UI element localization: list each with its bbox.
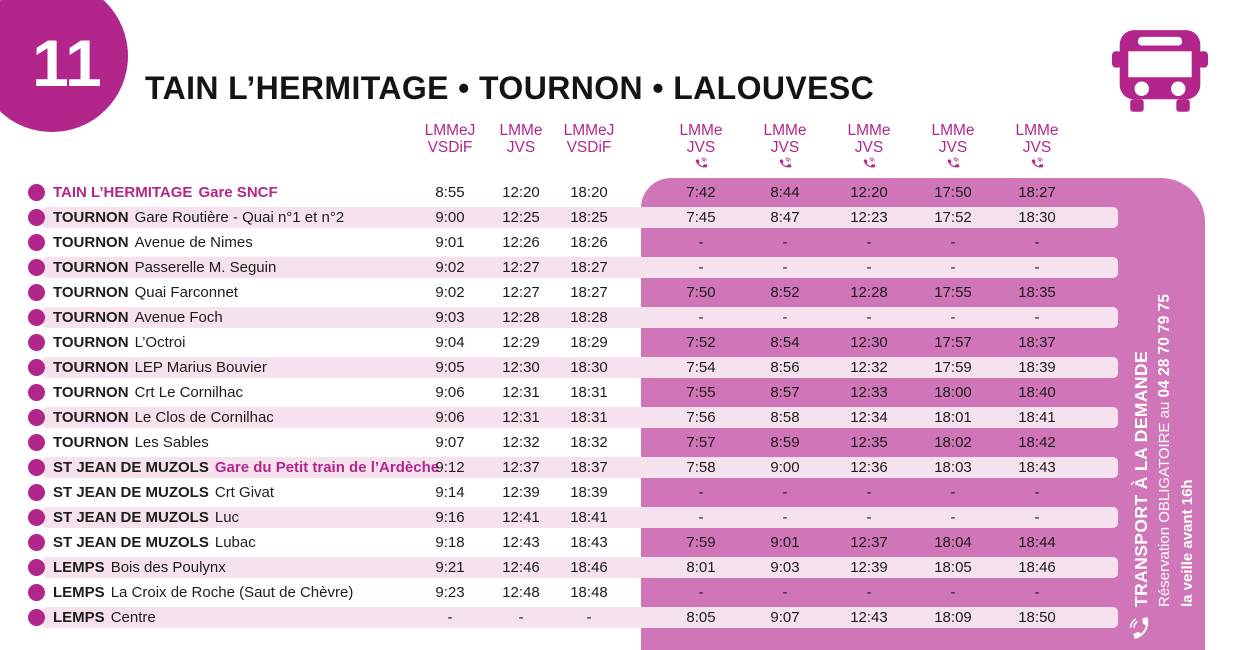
stop-label — [53, 430, 209, 455]
stop-name: Crt Le Cornilhac — [134, 384, 243, 401]
time-cell: 18:26 — [570, 234, 608, 251]
time-cell: 12:37 — [502, 459, 540, 476]
time-cell: - — [866, 584, 872, 601]
time-cell: 12:32 — [850, 359, 888, 376]
stop-dot-icon — [28, 484, 45, 501]
time-cell: 9:00 — [435, 209, 465, 226]
stop-dot-icon — [28, 359, 45, 376]
stop-name: Avenue Foch — [134, 309, 223, 326]
column-days-line1: LMMe — [931, 122, 975, 139]
time-cell: 18:44 — [1018, 534, 1056, 551]
time-cell: 12:31 — [502, 409, 540, 426]
stop-label — [53, 305, 223, 330]
stop-city: ST JEAN DE MUZOLS — [53, 534, 209, 551]
table-row — [0, 255, 1242, 280]
stop-dot-icon — [28, 559, 45, 576]
column-header — [661, 123, 741, 170]
time-cell: - — [698, 509, 704, 526]
time-cell: 12:31 — [502, 384, 540, 401]
stop-name: Centre — [110, 609, 156, 626]
stop-city: ST JEAN DE MUZOLS — [53, 509, 209, 526]
time-cell: 7:56 — [686, 409, 716, 426]
time-cell: - — [1034, 509, 1040, 526]
time-cell: 9:23 — [435, 584, 465, 601]
time-cell: 8:52 — [770, 284, 800, 301]
table-row — [0, 205, 1242, 230]
stop-city: TOURNON — [53, 209, 129, 226]
column-days-line1: LMMe — [1015, 122, 1059, 139]
time-cell: 12:46 — [502, 559, 540, 576]
reservation-deadline: la veille avant 16h — [1179, 479, 1196, 607]
time-cell: 18:35 — [1018, 284, 1056, 301]
column-header — [745, 123, 825, 170]
stop-name: La Croix de Roche (Saut de Chèvre) — [110, 584, 354, 601]
time-cell: 8:58 — [770, 409, 800, 426]
table-row — [0, 280, 1242, 305]
time-cell: - — [950, 484, 956, 501]
time-cell: 12:43 — [850, 609, 888, 626]
stop-label — [53, 555, 226, 580]
stop-dot-icon — [28, 384, 45, 401]
time-cell: 18:00 — [934, 384, 972, 401]
time-cell: - — [1034, 234, 1040, 251]
time-cell: - — [698, 309, 704, 326]
stop-label — [53, 455, 439, 480]
time-cell: - — [447, 609, 453, 626]
on-demand-note-text — [1126, 180, 1202, 640]
time-cell: 18:04 — [934, 534, 972, 551]
time-cell: 7:57 — [686, 434, 716, 451]
time-cell: - — [950, 509, 956, 526]
time-cell: 9:02 — [435, 284, 465, 301]
stop-label — [53, 180, 278, 205]
time-cell: 18:05 — [934, 559, 972, 576]
table-row — [0, 505, 1242, 530]
stop-city: ST JEAN DE MUZOLS — [53, 459, 209, 476]
stop-name: Bois des Poulynx — [110, 559, 226, 576]
table-row — [0, 580, 1242, 605]
table-row — [0, 605, 1242, 630]
time-cell: 18:30 — [570, 359, 608, 376]
time-cell: 12:26 — [502, 234, 540, 251]
time-cell: 9:16 — [435, 509, 465, 526]
time-cell: 18:40 — [1018, 384, 1056, 401]
time-cell: 18:41 — [570, 509, 608, 526]
column-days-line2: JVS — [686, 138, 716, 156]
time-cell: - — [782, 484, 788, 501]
column-days-line2: JVS — [854, 138, 884, 156]
time-cell: - — [866, 509, 872, 526]
stop-label — [53, 380, 243, 405]
column-days-line1: LMMe — [679, 122, 723, 139]
stop-name: Lubac — [214, 534, 256, 551]
on-demand-title: TRANSPORT À LA DEMANDE — [1131, 350, 1151, 607]
column-days-line2: JVS — [938, 138, 968, 156]
on-demand-title-line — [1129, 180, 1153, 640]
column-days-line1: LMMe — [499, 122, 543, 139]
time-cell: 12:20 — [850, 184, 888, 201]
column-days-line1: LMMeJ — [563, 122, 615, 139]
stop-name: Gare SNCF — [198, 184, 278, 201]
time-cell: 12:28 — [502, 309, 540, 326]
time-cell: 12:23 — [850, 209, 888, 226]
stop-dot-icon — [28, 509, 45, 526]
time-cell: - — [950, 309, 956, 326]
time-cell: - — [586, 609, 592, 626]
time-cell: 8:55 — [435, 184, 465, 201]
stop-city: TAIN L’HERMITAGE — [53, 184, 193, 201]
time-cell: - — [950, 259, 956, 276]
table-row — [0, 555, 1242, 580]
stop-city: TOURNON — [53, 359, 129, 376]
stop-dot-icon — [28, 459, 45, 476]
time-cell: - — [698, 584, 704, 601]
time-cell: - — [1034, 309, 1040, 326]
time-cell: 18:37 — [1018, 334, 1056, 351]
time-cell: 12:28 — [850, 284, 888, 301]
stop-label — [53, 280, 238, 305]
stop-dot-icon — [28, 534, 45, 551]
stop-city: TOURNON — [53, 409, 129, 426]
on-demand-note — [1126, 180, 1202, 640]
column-days-line2: VSDiF — [566, 138, 612, 156]
stop-city: ST JEAN DE MUZOLS — [53, 484, 209, 501]
time-cell: - — [1034, 484, 1040, 501]
time-cell: 18:03 — [934, 459, 972, 476]
phone-icon — [913, 157, 993, 170]
table-row — [0, 305, 1242, 330]
stop-name: Gare Routière - Quai n°1 et n°2 — [134, 209, 345, 226]
time-cell: - — [866, 309, 872, 326]
reservation-phone-number: 04 28 70 79 75 — [1156, 294, 1173, 398]
time-cell: 9:00 — [770, 459, 800, 476]
time-cell: 9:01 — [435, 234, 465, 251]
time-cell: 18:31 — [570, 384, 608, 401]
stop-name: Passerelle M. Seguin — [134, 259, 277, 276]
reservation-line — [1154, 180, 1176, 640]
stop-city: LEMPS — [53, 609, 105, 626]
time-cell: 9:03 — [770, 559, 800, 576]
time-cell: - — [782, 509, 788, 526]
table-row — [0, 330, 1242, 355]
time-cell: 9:12 — [435, 459, 465, 476]
stop-dot-icon — [28, 334, 45, 351]
stop-city: LEMPS — [53, 584, 105, 601]
time-cell: 18:31 — [570, 409, 608, 426]
time-cell: 12:20 — [502, 184, 540, 201]
time-cell: 7:45 — [686, 209, 716, 226]
time-cell: 7:54 — [686, 359, 716, 376]
time-cell: 18:02 — [934, 434, 972, 451]
table-row — [0, 405, 1242, 430]
stop-label — [53, 255, 276, 280]
stop-city: TOURNON — [53, 384, 129, 401]
time-cell: 9:14 — [435, 484, 465, 501]
time-cell: 8:47 — [770, 209, 800, 226]
column-days-line2: JVS — [506, 138, 536, 156]
time-cell: - — [698, 484, 704, 501]
time-cell: 9:07 — [435, 434, 465, 451]
time-cell: 9:07 — [770, 609, 800, 626]
table-row — [0, 530, 1242, 555]
stop-city: TOURNON — [53, 334, 129, 351]
phone-icon — [745, 157, 825, 170]
time-cell: 17:52 — [934, 209, 972, 226]
stop-dot-icon — [28, 609, 45, 626]
time-cell: 18:32 — [570, 434, 608, 451]
line-number-badge — [0, 0, 128, 132]
time-cell: 12:25 — [502, 209, 540, 226]
stop-name: Gare du Petit train de l’Ardèche — [214, 459, 440, 476]
phone-icon — [1129, 616, 1153, 640]
stop-label — [53, 580, 353, 605]
stop-label — [53, 205, 344, 230]
stop-city: TOURNON — [53, 259, 129, 276]
time-cell: - — [866, 259, 872, 276]
stop-dot-icon — [28, 184, 45, 201]
column-days-line2: VSDiF — [427, 138, 473, 156]
time-cell: 17:57 — [934, 334, 972, 351]
time-cell: 9:06 — [435, 409, 465, 426]
time-cell: - — [518, 609, 524, 626]
stop-name: Quai Farconnet — [134, 284, 238, 301]
time-cell: 18:46 — [570, 559, 608, 576]
page-title: TAIN L’HERMITAGE • TOURNON • LALOUVESC — [145, 70, 875, 106]
time-cell: 12:41 — [502, 509, 540, 526]
table-row — [0, 430, 1242, 455]
time-cell: 9:02 — [435, 259, 465, 276]
table-row — [0, 230, 1242, 255]
time-cell: 18:42 — [1018, 434, 1056, 451]
phone-icon — [661, 157, 741, 170]
time-cell: 8:01 — [686, 559, 716, 576]
stop-city: TOURNON — [53, 284, 129, 301]
time-cell: 18:41 — [1018, 409, 1056, 426]
time-cell: 18:20 — [570, 184, 608, 201]
stop-label — [53, 480, 274, 505]
stop-label — [53, 605, 156, 630]
column-days-line1: LMMeJ — [424, 122, 476, 139]
stop-name: Luc — [214, 509, 240, 526]
time-cell: - — [782, 234, 788, 251]
table-row — [0, 455, 1242, 480]
time-cell: 18:27 — [570, 284, 608, 301]
time-cell: 18:50 — [1018, 609, 1056, 626]
time-cell: 18:39 — [570, 484, 608, 501]
stop-dot-icon — [28, 234, 45, 251]
time-cell: - — [782, 584, 788, 601]
time-cell: - — [1034, 584, 1040, 601]
time-cell: 9:06 — [435, 384, 465, 401]
time-cell: - — [866, 484, 872, 501]
time-cell: - — [950, 234, 956, 251]
time-cell: 12:43 — [502, 534, 540, 551]
stop-dot-icon — [28, 309, 45, 326]
column-days-line1: LMMe — [847, 122, 891, 139]
stop-city: TOURNON — [53, 234, 129, 251]
time-cell: 9:21 — [435, 559, 465, 576]
time-cell: 18:43 — [570, 534, 608, 551]
stop-name: L’Octroi — [134, 334, 186, 351]
time-cell: 18:37 — [570, 459, 608, 476]
time-cell: 18:01 — [934, 409, 972, 426]
time-cell: 12:32 — [502, 434, 540, 451]
time-cell: 12:27 — [502, 259, 540, 276]
phone-icon — [829, 157, 909, 170]
time-cell: - — [1034, 259, 1040, 276]
table-row — [0, 480, 1242, 505]
time-cell: 9:04 — [435, 334, 465, 351]
time-cell: 8:54 — [770, 334, 800, 351]
stop-name: Avenue de Nimes — [134, 234, 253, 251]
bus-icon — [1112, 28, 1208, 118]
time-cell: 9:01 — [770, 534, 800, 551]
time-cell: 7:50 — [686, 284, 716, 301]
stop-name: Les Sables — [134, 434, 209, 451]
time-cell: 18:30 — [1018, 209, 1056, 226]
table-row — [0, 380, 1242, 405]
table-row — [0, 180, 1242, 205]
stop-label — [53, 505, 239, 530]
stop-name: Crt Givat — [214, 484, 275, 501]
time-cell: 12:35 — [850, 434, 888, 451]
table-row — [0, 355, 1242, 380]
stop-label — [53, 230, 253, 255]
column-header — [913, 123, 993, 170]
time-cell: 12:30 — [502, 359, 540, 376]
time-cell: 17:55 — [934, 284, 972, 301]
time-cell: 18:09 — [934, 609, 972, 626]
time-cell: - — [782, 259, 788, 276]
time-cell: 8:59 — [770, 434, 800, 451]
stop-dot-icon — [28, 434, 45, 451]
column-header — [997, 123, 1077, 170]
time-cell: 7:52 — [686, 334, 716, 351]
column-days-line2: JVS — [1022, 138, 1052, 156]
stop-label — [53, 330, 185, 355]
stop-label — [53, 530, 256, 555]
time-cell: 8:44 — [770, 184, 800, 201]
time-cell: 12:37 — [850, 534, 888, 551]
time-cell: 9:05 — [435, 359, 465, 376]
stop-dot-icon — [28, 409, 45, 426]
time-cell: 18:29 — [570, 334, 608, 351]
reservation-text: Réservation OBLIGATOIRE au — [1156, 397, 1173, 607]
time-cell: - — [866, 234, 872, 251]
time-cell: 12:34 — [850, 409, 888, 426]
phone-icon — [997, 157, 1077, 170]
time-cell: 12:48 — [502, 584, 540, 601]
time-cell: 17:59 — [934, 359, 972, 376]
column-header — [410, 123, 490, 156]
time-cell: 18:43 — [1018, 459, 1056, 476]
stop-dot-icon — [28, 209, 45, 226]
time-cell: 8:56 — [770, 359, 800, 376]
column-days-line2: JVS — [770, 138, 800, 156]
time-cell: 18:27 — [570, 259, 608, 276]
stop-dot-icon — [28, 284, 45, 301]
time-cell: 12:29 — [502, 334, 540, 351]
time-cell: - — [782, 309, 788, 326]
time-cell: 9:18 — [435, 534, 465, 551]
time-cell: 18:27 — [1018, 184, 1056, 201]
time-cell: 12:36 — [850, 459, 888, 476]
time-cell: 7:59 — [686, 534, 716, 551]
time-cell: - — [698, 259, 704, 276]
time-cell: 7:42 — [686, 184, 716, 201]
time-cell: 18:48 — [570, 584, 608, 601]
time-cell: 12:27 — [502, 284, 540, 301]
stop-city: TOURNON — [53, 309, 129, 326]
column-days-line1: LMMe — [763, 122, 807, 139]
time-cell: 8:05 — [686, 609, 716, 626]
time-cell: 7:58 — [686, 459, 716, 476]
stop-label — [53, 355, 267, 380]
time-cell: 12:30 — [850, 334, 888, 351]
time-cell: 8:57 — [770, 384, 800, 401]
time-cell: 12:39 — [502, 484, 540, 501]
time-cell: 17:50 — [934, 184, 972, 201]
stop-name: LEP Marius Bouvier — [134, 359, 267, 376]
stop-name: Le Clos de Cornilhac — [134, 409, 274, 426]
stop-label — [53, 405, 274, 430]
time-cell: 18:28 — [570, 309, 608, 326]
stop-dot-icon — [28, 259, 45, 276]
stop-city: LEMPS — [53, 559, 105, 576]
stop-dot-icon — [28, 584, 45, 601]
stop-city: TOURNON — [53, 434, 129, 451]
time-cell: 12:39 — [850, 559, 888, 576]
time-cell: 9:03 — [435, 309, 465, 326]
time-cell: 18:46 — [1018, 559, 1056, 576]
column-header — [549, 123, 629, 156]
time-cell: - — [698, 234, 704, 251]
column-header — [829, 123, 909, 170]
time-cell: 18:25 — [570, 209, 608, 226]
time-cell: - — [950, 584, 956, 601]
line-number: 11 — [32, 26, 102, 100]
time-cell: 7:55 — [686, 384, 716, 401]
time-cell: 12:33 — [850, 384, 888, 401]
time-cell: 18:39 — [1018, 359, 1056, 376]
